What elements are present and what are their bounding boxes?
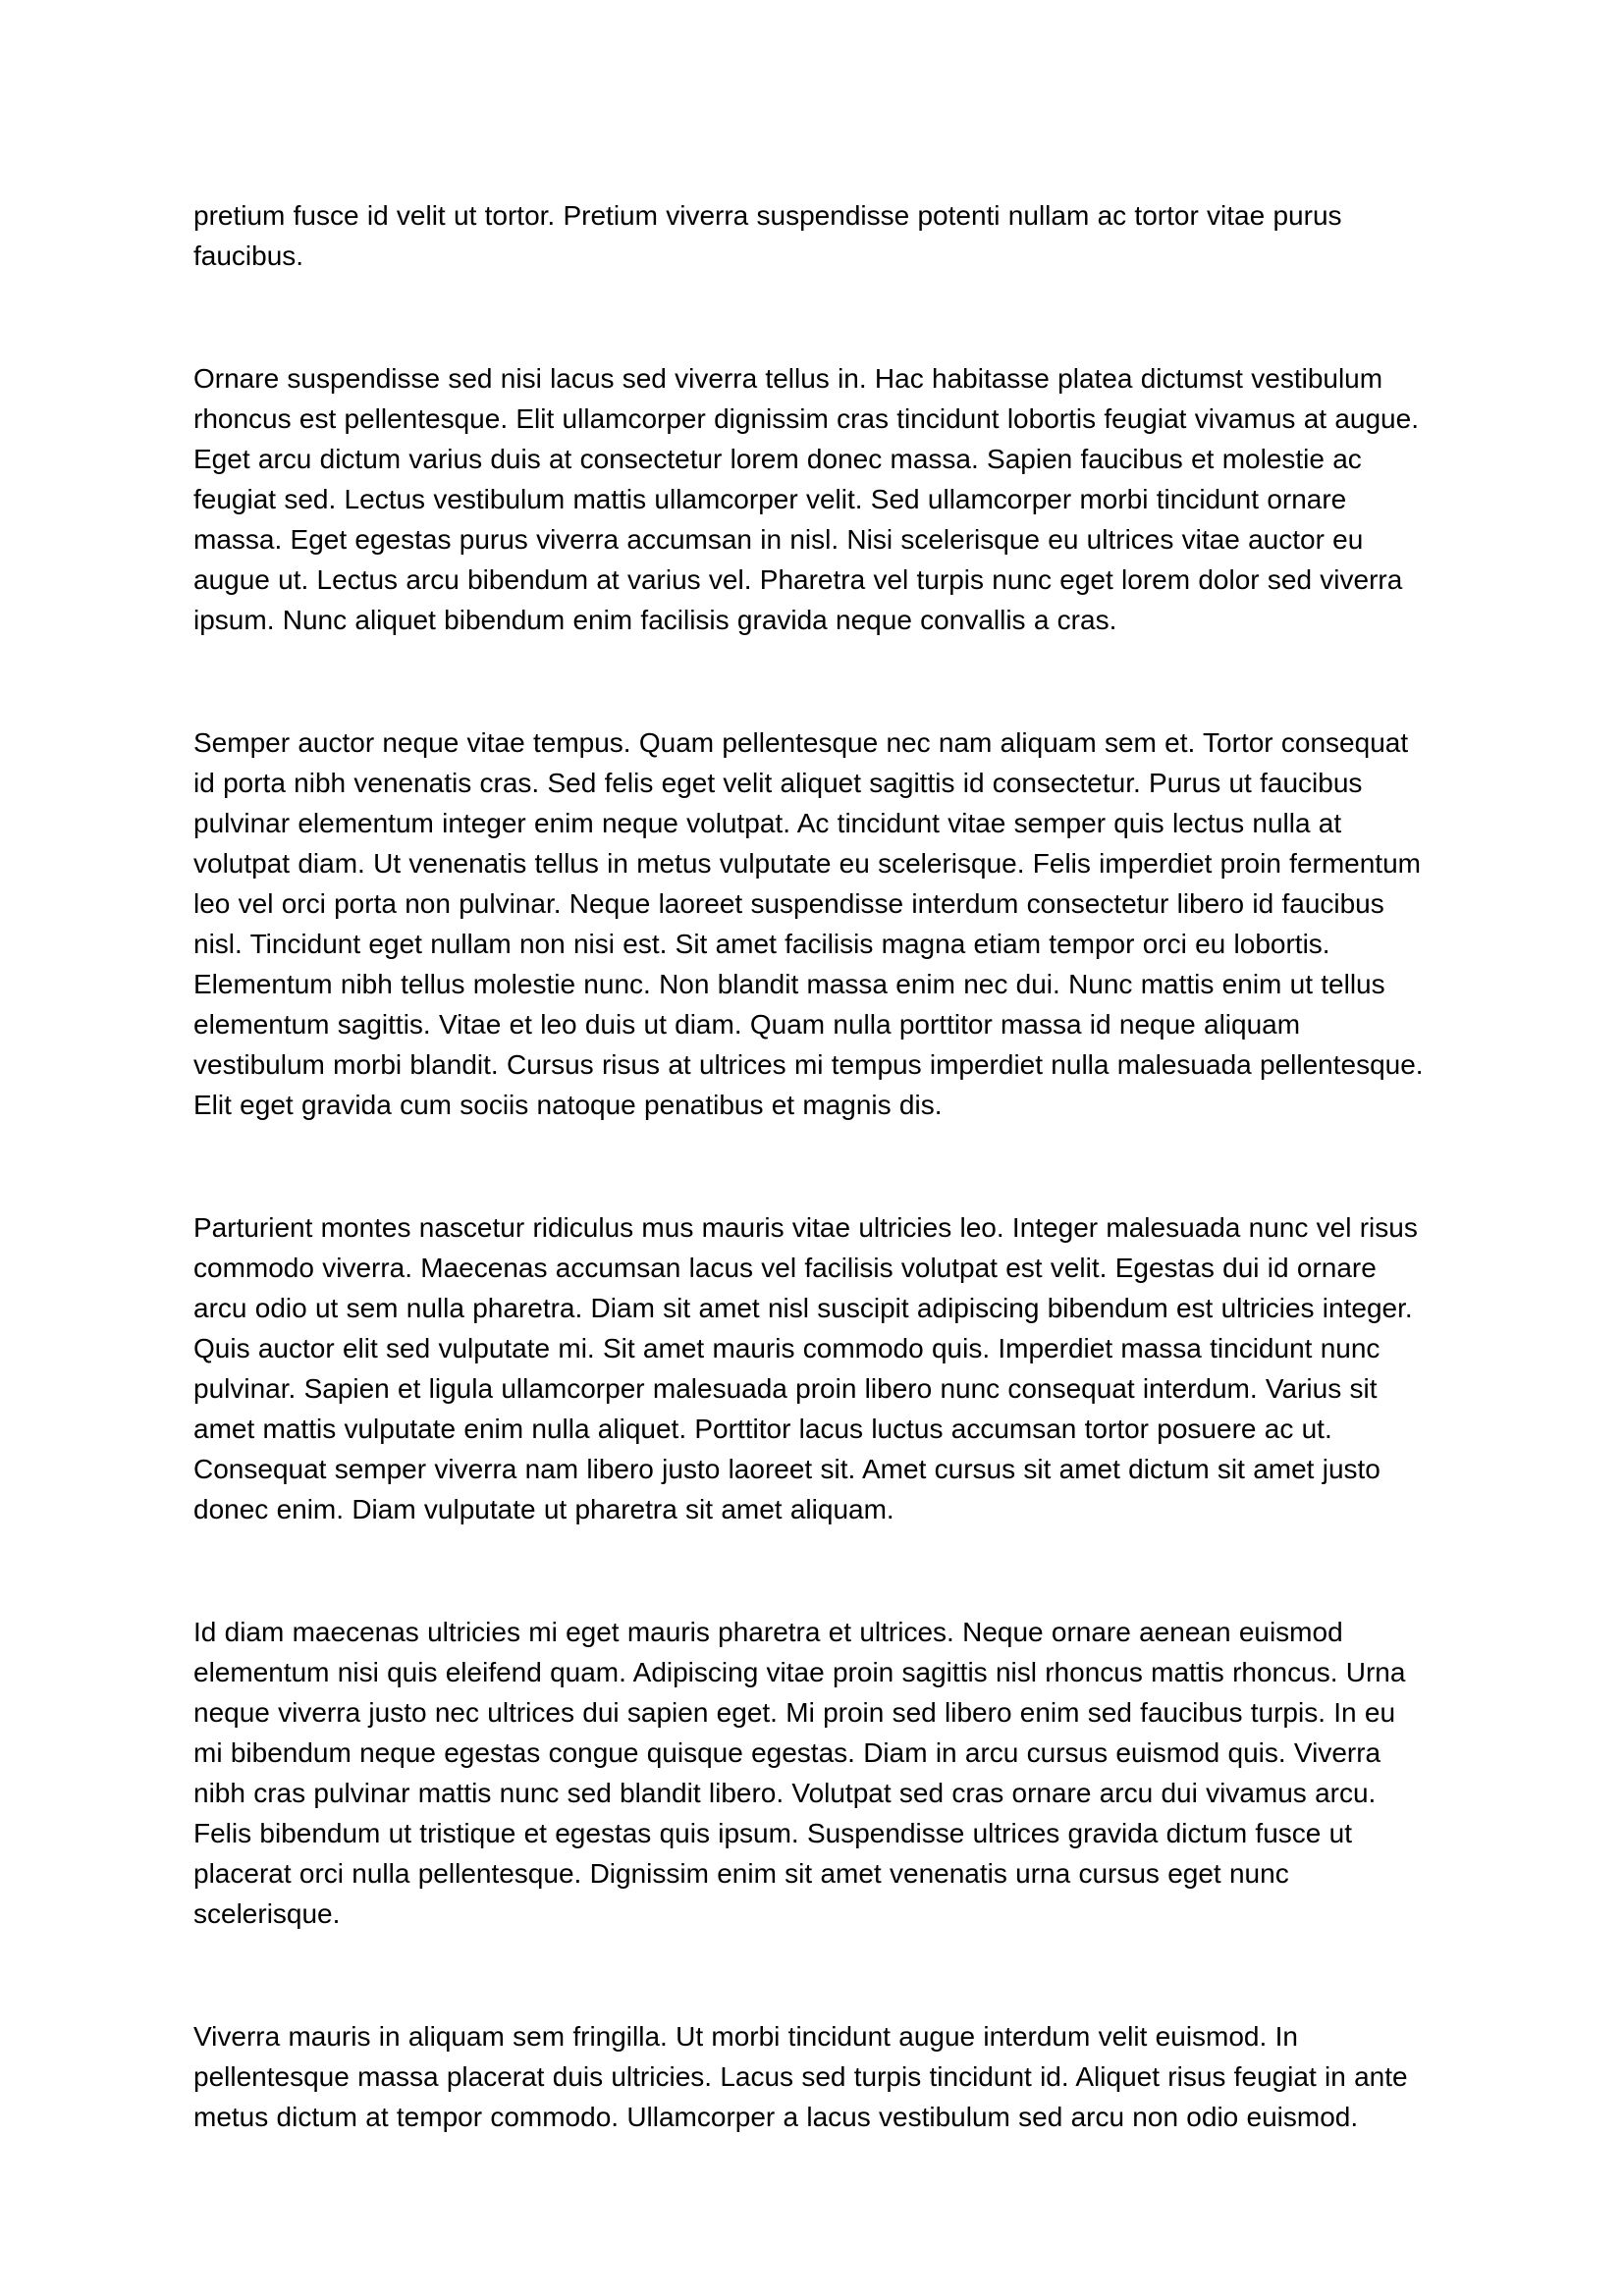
paragraph: Id diam maecenas ultricies mi eget mauris pharetra et ultrices. Neque ornare aenean euismod elementum nisi quis eleifend quam. Adipiscing vitae proin sagittis nisl rhoncus mattis rhoncus. Urna neque viverra justo nec ultrices dui sapien eget. Mi proin sed libero enim sed faucibus turpis. In eu mi bibendum neque egestas congue quisque egestas. Diam in arcu cursus euismod quis. Viverra nibh cras pulvinar mattis nunc sed blandit libero. Volutpat sed cras ornare arcu dui vivamus arcu. Felis bibendum ut tristique et egestas quis ipsum. Suspendisse ultrices gravida dictum fusce ut placerat orci nulla pellentesque. Dignissim enim sit amet venenatis urna cursus eget nunc scelerisque. (193, 1617, 1406, 1929)
paragraph: Ornare suspendisse sed nisi lacus sed viverra tellus in. Hac habitasse platea dictumst vestibulum rhoncus est pellentesque. Elit ullamcorper dignissim cras tincidunt lobortis feugiat vivamus at augue. Eget arcu dictum varius duis at consectetur lorem donec massa. Sapien faucibus et molestie ac feugiat sed. Lectus vestibulum mattis ullamcorper velit. Sed ullamcorper morbi tincidunt ornare massa. Eget egestas purus viverra accumsan in nisl. Nisi scelerisque eu ultrices vitae auctor eu augue ut. Lectus arcu bibendum at varius vel. Pharetra vel turpis nunc eget lorem dolor sed viverra ipsum. Nunc aliquet bibendum enim facilisis gravida neque convallis a cras. (193, 363, 1419, 635)
paragraph: pretium fusce id velit ut tortor. Pretium viverra suspendisse potenti nullam ac tortor vitae purus faucibus. (193, 200, 1342, 271)
paragraph: Parturient montes nascetur ridiculus mus mauris vitae ultricies leo. Integer malesuada nunc vel risus commodo viverra. Maecenas accumsan lacus vel facilisis volutpat est velit. Egestas dui id ornare arcu odio ut sem nulla pharetra. Diam sit amet nisl suscipit adipiscing bibendum est ultricies integer. Quis auctor elit sed vulputate mi. Sit amet mauris commodo quis. Imperdiet massa tincidunt nunc pulvinar. Sapien et ligula ullamcorper malesuada proin libero nunc consequat interdum. Varius sit amet mattis vulputate enim nulla aliquet. Porttitor lacus luctus accumsan tortor posuere ac ut. Consequat semper viverra nam libero justo laoreet sit. Amet cursus sit amet dictum sit amet justo donec enim. Diam vulputate ut pharetra sit amet aliquam. (193, 1212, 1418, 1524)
paragraph: Semper auctor neque vitae tempus. Quam pellentesque nec nam aliquam sem et. Tortor consequat id porta nibh venenatis cras. Sed felis eget velit aliquet sagittis id consectetur. Purus ut faucibus pulvinar elementum integer enim neque volutpat. Ac tincidunt vitae semper quis lectus nulla at volutpat diam. Ut venenatis tellus in metus vulputate eu scelerisque. Felis imperdiet proin fermentum leo vel orci porta non pulvinar. Neque laoreet suspendisse interdum consectetur libero id faucibus nisl. Tincidunt eget nullam non nisi est. Sit amet facilisis magna etiam tempor orci eu lobortis. Elementum nibh tellus molestie nunc. Non blandit massa enim nec dui. Nunc mattis enim ut tellus elementum sagittis. Vitae et leo duis ut diam. Quam nulla porttitor massa id neque aliquam vestibulum morbi blandit. Cursus risus at ultrices mi tempus imperdiet nulla malesuada pellentesque. Elit eget gravida cum sociis natoque penatibus et magnis dis. (193, 727, 1424, 1120)
paragraph: Viverra mauris in aliquam sem fringilla. Ut morbi tincidunt augue interdum velit euismod. In pellentesque massa placerat duis ultricies. Lacus sed turpis tincidunt id. Aliquet risus feugiat in ante metus dictum at tempor commodo. Ullamcorper a lacus vestibulum sed arcu non odio euismod. (193, 2021, 1408, 2132)
